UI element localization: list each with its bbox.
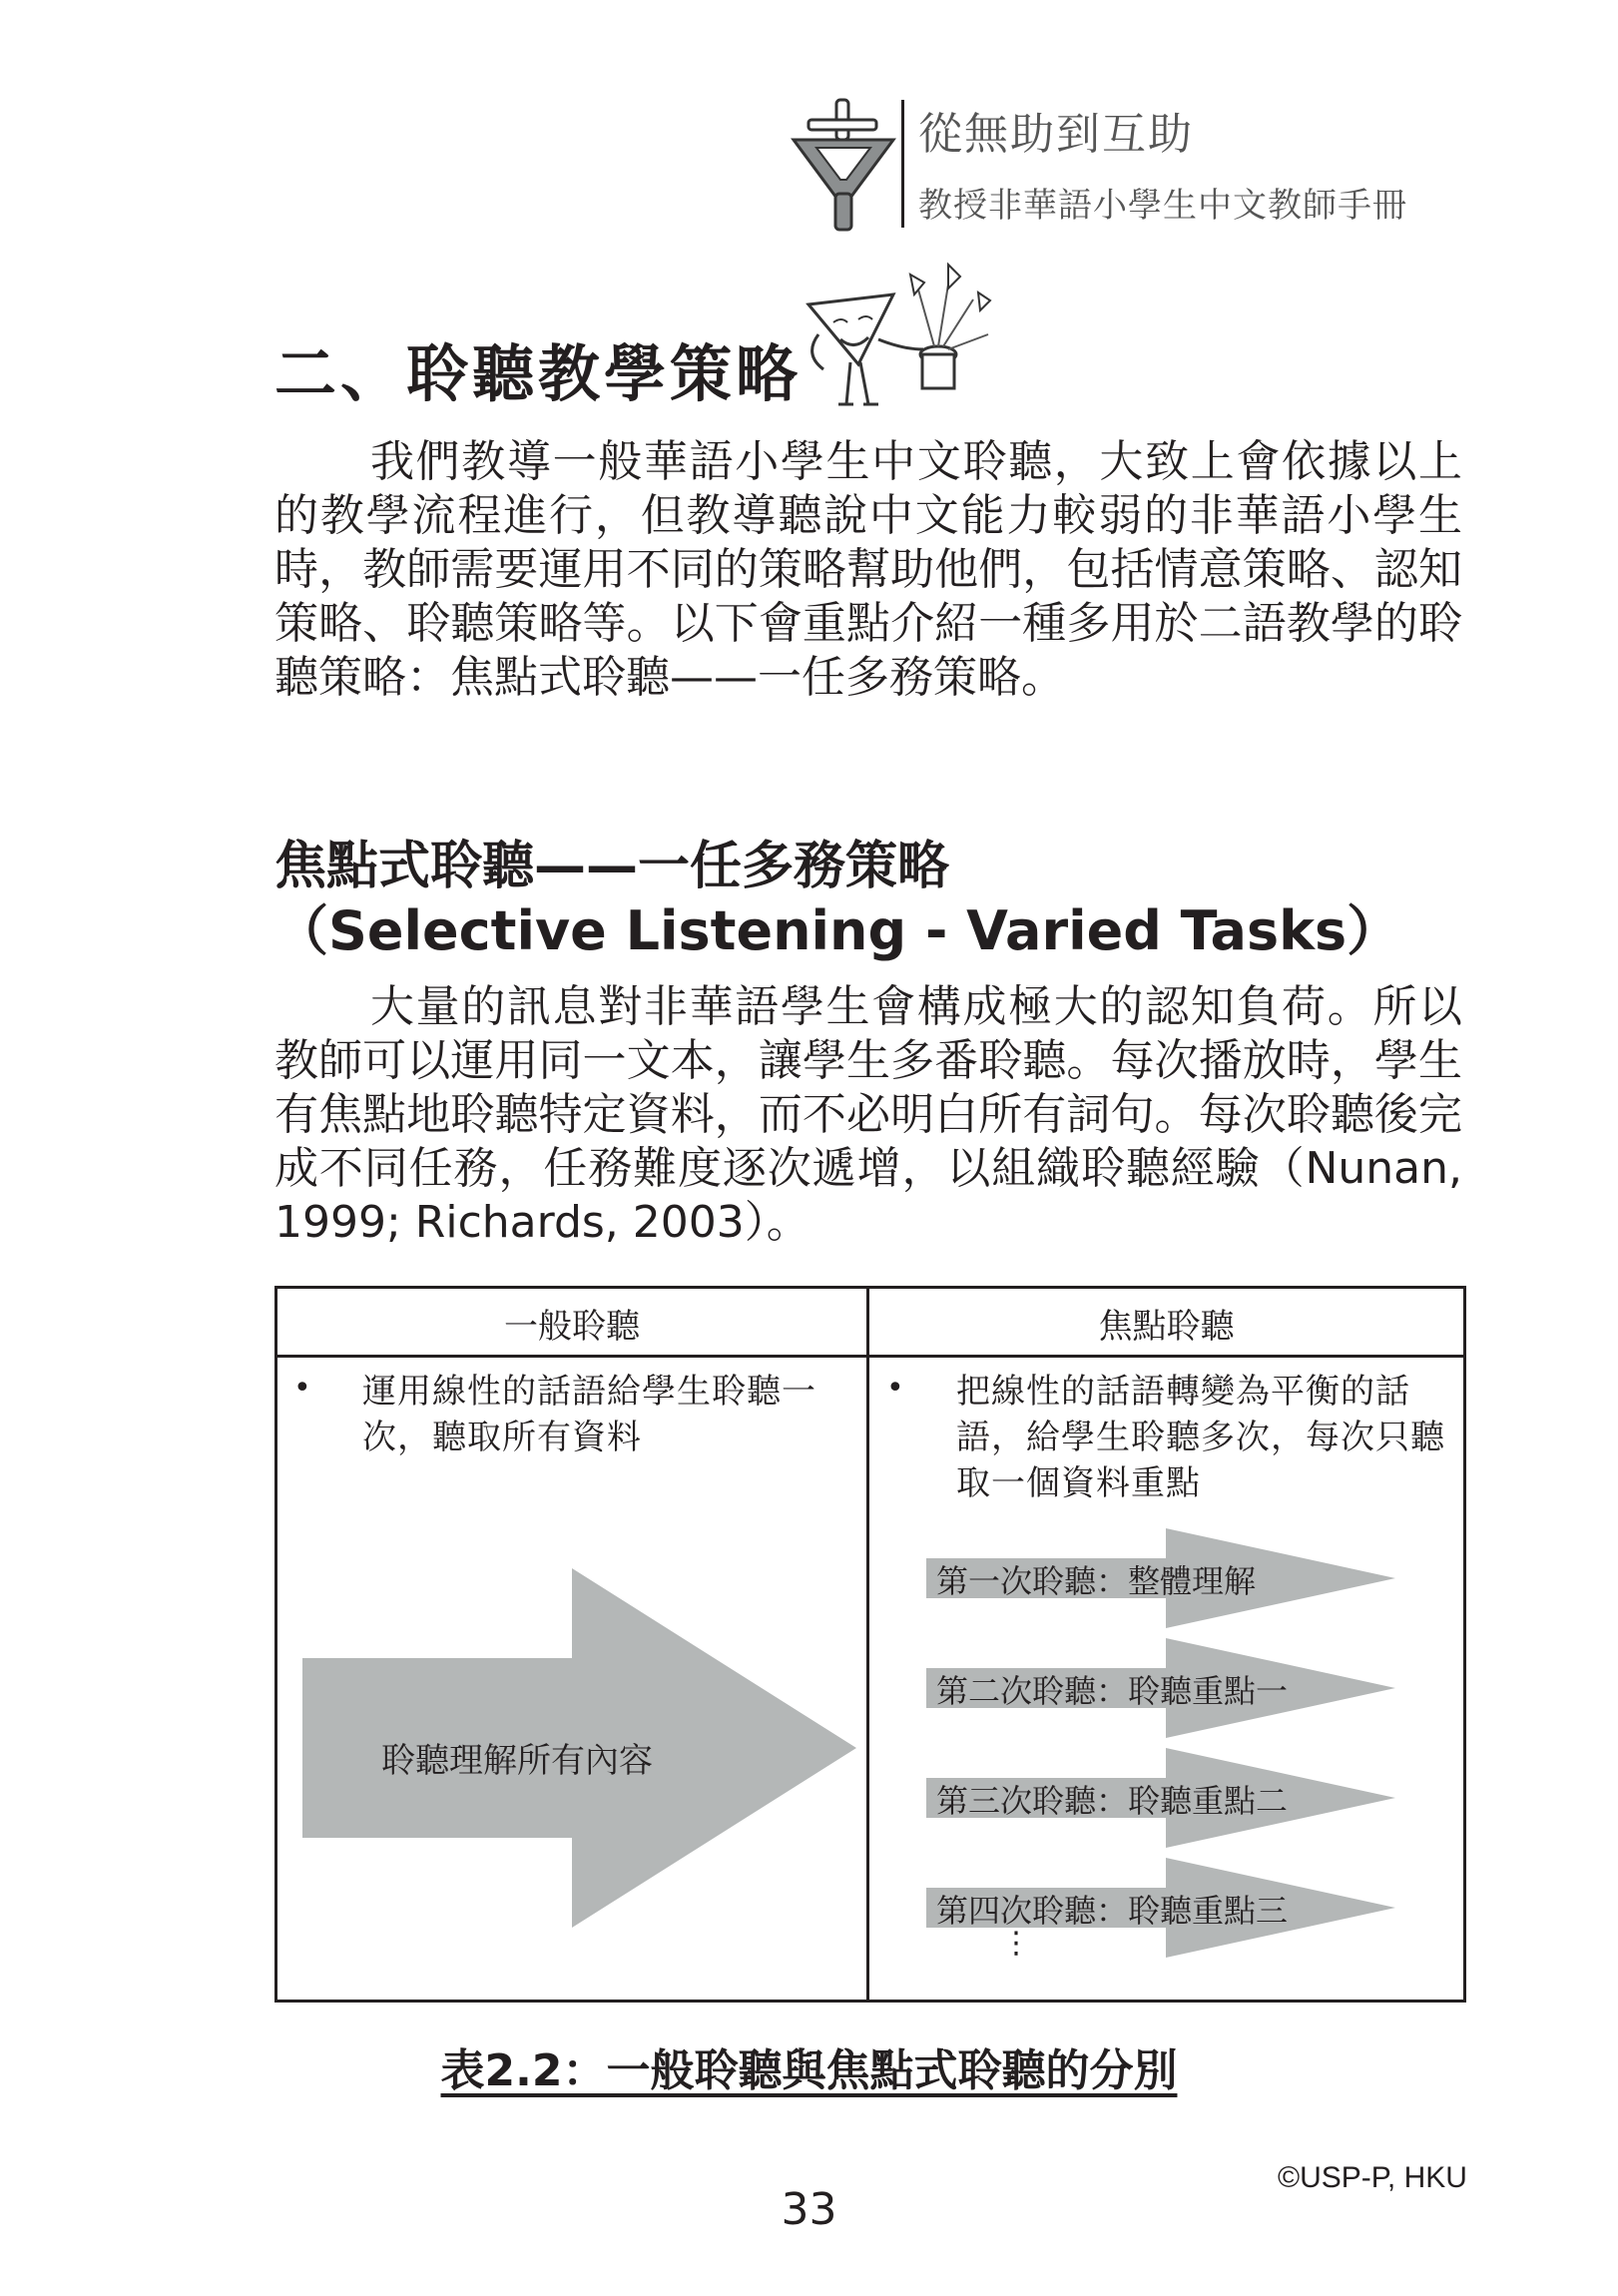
strategy-heading: 焦點式聆聽——一任多務策略 <box>274 837 950 896</box>
general-listening-description: 運用線性的話語給學生聆聽一次，聽取所有資料 <box>362 1372 816 1457</box>
step-label-4: 第四次聆聽：聆聽重點三 <box>936 1892 1289 1930</box>
intro-paragraph: 我們教導一般華語小學生中文聆聽，大致上會依據以上的教學流程進行，但教導聽說中文能力較弱的非華語小學生時，教師需要運用不同的策略幫助他們，包括情意策略、認知策略、聆聽策略等。以下會重點介紹一種多用於二語教學的聆聽策略：焦點式聆聽——一任多務策略。 <box>274 436 1462 703</box>
copyright-notice: ©USP-P, HKU <box>1278 2161 1467 2194</box>
header-divider <box>901 100 904 228</box>
bullet-icon: • <box>886 1371 904 1406</box>
table-caption: 表2.2：一般聆聽與焦點式聆聽的分別 <box>440 2045 1178 2096</box>
header-title: 從無助到互助 <box>918 109 1194 160</box>
magician-mascot-icon <box>799 255 998 414</box>
bullet-icon: • <box>293 1371 311 1406</box>
step-label-1: 第一次聆聽：整體理解 <box>936 1562 1257 1600</box>
table-header-selective-listening: 焦點聆聽 <box>1098 1307 1235 1347</box>
header-subtitle: 教授非華語小學生中文教師手冊 <box>918 186 1407 226</box>
vertical-ellipsis: ⋮ <box>1001 1926 1031 1961</box>
comparison-table <box>274 1286 1466 2003</box>
page-number: 33 <box>781 2184 837 2235</box>
y-funnel-logo-icon <box>789 98 898 233</box>
table-column-divider <box>866 1289 869 2000</box>
table-header-divider <box>277 1355 1463 1358</box>
selective-listening-description: 把線性的話語轉變為平衡的話語，給學生聆聽多次，每次只聽取一個資料重點 <box>956 1372 1445 1503</box>
step-label-2: 第二次聆聽：聆聽重點一 <box>936 1672 1289 1710</box>
strategy-paragraph: 大量的訊息對非華語學生會構成極大的認知負荷。所以教師可以運用同一文本，讓學生多番聆聽。每次播放時，學生有焦點地聆聽特定資料，而不必明白所有詞句。每次聆聽後完成不同任務，任務難度逐次遞增，以組織聆聽經驗（Nunan, 1999; Richards, 2003）。 <box>274 981 1462 1248</box>
strategy-heading-english: （Selective Listening - Varied Tasks） <box>274 899 1401 962</box>
big-arrow-label: 聆聽理解所有內容 <box>381 1741 653 1781</box>
step-label-3: 第三次聆聽：聆聽重點二 <box>936 1782 1289 1820</box>
section-heading: 二、聆聽教學策略 <box>274 337 803 410</box>
table-header-general-listening: 一般聆聽 <box>504 1307 640 1347</box>
